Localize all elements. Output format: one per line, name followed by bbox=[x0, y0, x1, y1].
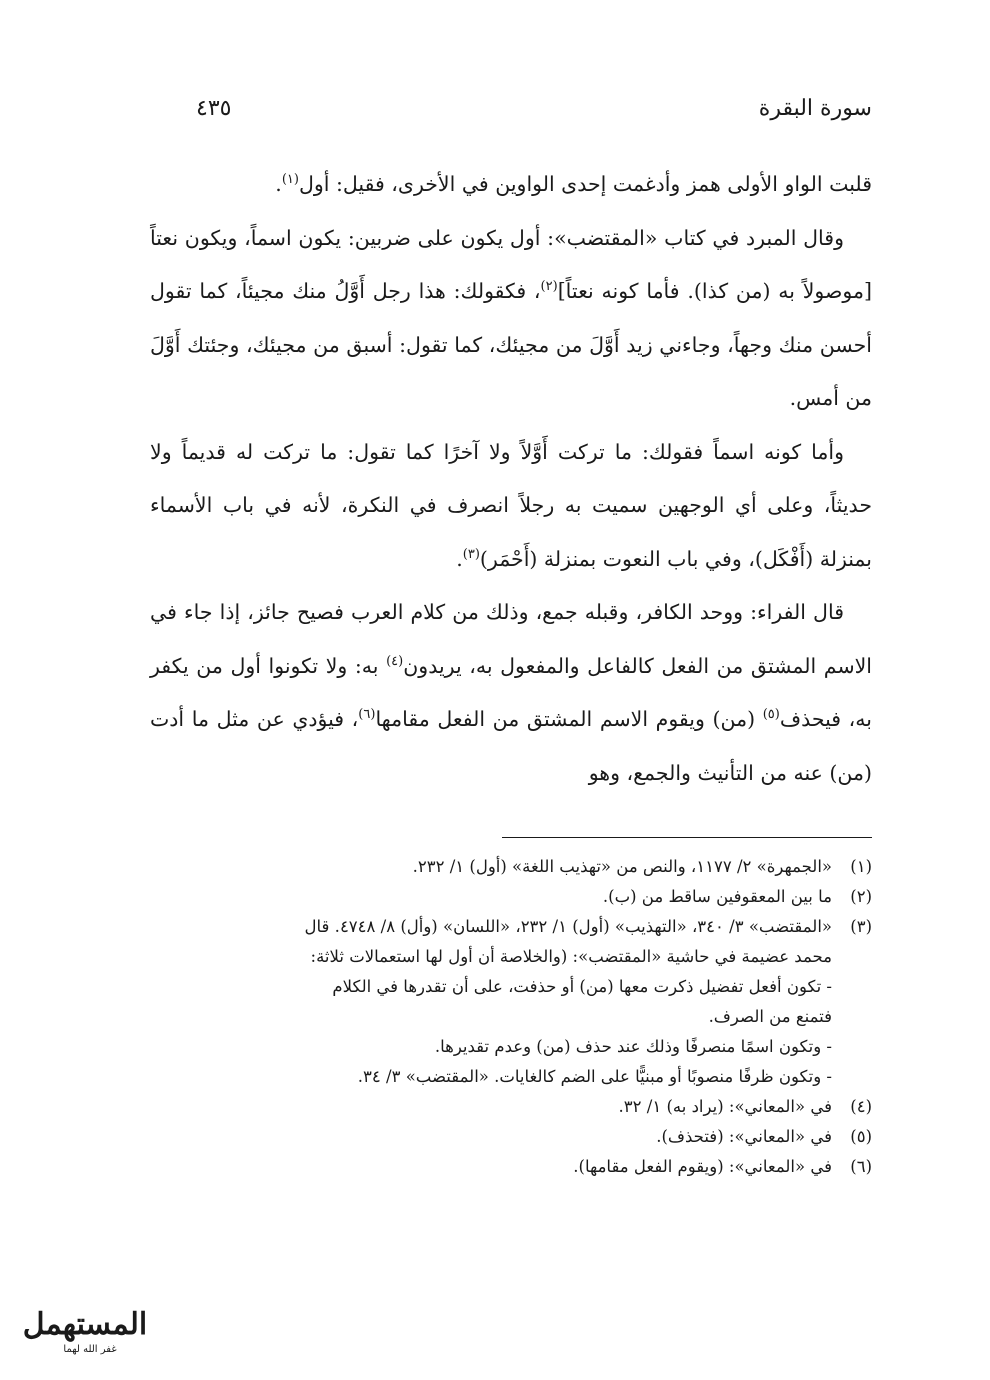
page-number: ٤٣٥ bbox=[196, 96, 232, 121]
footnote-number: (١) bbox=[850, 857, 872, 876]
footnote-marker: (١) bbox=[281, 172, 299, 188]
footnote-line: ما بين المعقوفين ساقط من (ب). bbox=[602, 887, 832, 906]
footnote-number: (٥) bbox=[850, 1127, 872, 1146]
footnote bbox=[150, 1152, 872, 1182]
paragraph-text: قلبت الواو الأولى همز وأدغمت إحدى الواوين في الأخرى، فقيل: أول bbox=[298, 172, 872, 196]
footnote-number: (٦) bbox=[850, 1157, 872, 1176]
paragraph bbox=[150, 158, 872, 212]
footnote bbox=[150, 882, 872, 912]
footnote bbox=[150, 1122, 872, 1152]
paragraph bbox=[150, 212, 872, 426]
footnote-marker: (٦) bbox=[358, 707, 376, 723]
signature-main: المستهمل bbox=[22, 1307, 148, 1342]
main-text bbox=[150, 158, 872, 800]
paragraph bbox=[150, 426, 872, 587]
footnote bbox=[150, 852, 872, 882]
footnote-number: (٤) bbox=[850, 1097, 872, 1116]
book-page bbox=[150, 0, 872, 1380]
footnote-line: في «المعاني»: (ويقوم الفعل مقامها). bbox=[573, 1157, 832, 1176]
footnote-line: محمد عضيمة في حاشية «المقتضب»: (والخلاصة أن أول لها استعمالات ثلاثة: bbox=[310, 947, 832, 966]
paragraph-text: وقال المبرد في كتاب «المقتضب»: أول يكون على ضربين: يكون اسماً، ويكون نعتاً [موصولاً به (من كذا). فأما كونه نعتاً] bbox=[150, 225, 872, 303]
footnote-marker: (٤) bbox=[386, 653, 404, 669]
footnote-body bbox=[150, 1152, 832, 1182]
footnote-line: في «المعاني»: (يراد به) ١/ ٣٢. bbox=[618, 1097, 832, 1116]
footnote bbox=[150, 912, 872, 1092]
footnote-separator bbox=[502, 837, 872, 838]
footnote-line: - وتكون ظرفًا منصوبًا أو مبنيًّا على الضم كالغايات. «المقتضب» ٣/ ٣٤. bbox=[357, 1067, 832, 1086]
footnote-marker: (٥) bbox=[762, 707, 780, 723]
footnote-body bbox=[150, 1092, 832, 1122]
footnote-body bbox=[150, 882, 832, 912]
footnote-line: «المقتضب» ٣/ ٣٤٠، «التهذيب» (أول) ١/ ٢٣٢، «اللسان» (وأل) ٨/ ٤٧٤٨. قال bbox=[304, 917, 832, 936]
footnote-line: - وتكون اسمًا منصرفًا وذلك عند حذف (من) وعدم تقديرها. bbox=[434, 1037, 832, 1056]
footnote bbox=[150, 1092, 872, 1122]
footnote-line: - تكون أفعل تفضيل ذكرت معها (من) أو حذفت، على أن تقدرها في الكلام bbox=[332, 977, 832, 996]
paragraph-text: (من) ويقوم الاسم المشتق من الفعل مقامها bbox=[375, 707, 763, 731]
paragraph-text: به: ولا تكونوا أول من يكفر به، فيحذف bbox=[150, 653, 872, 731]
footnote-marker: (٢) bbox=[540, 279, 558, 295]
paragraph-text: وأما كونه اسماً فقولك: ما تركت أَوَّلاً ولا آخرًا كما تقول: ما تركت له قديماً ولا حديثاً، وعلى أي الوجهين سميت به رجلاً انصرف في النكرة، لأنه في باب الأسماء بمنزلة (أَفْكَل)، وفي باب النعوت بمنزلة (أَحْمَر) bbox=[150, 439, 872, 571]
signature-sub: غفر الله لهما bbox=[63, 1344, 117, 1355]
footnote-number: (٢) bbox=[850, 887, 872, 906]
paragraph-text: ، فكقولك: هذا رجل أَوَّلُ منك مجيئاً، كما تقول أحسن منك وجهاً، وجاءني زيد أَوَّلَ من مجيئك، كما تقول: أسبق من مجيئك، وجئتك أَوَّلَ من أمس. bbox=[150, 279, 872, 410]
footnote-line: في «المعاني»: (فتحذف). bbox=[656, 1127, 832, 1146]
footnote-line: «الجمهرة» ٢/ ١١٧٧، والنص من «تهذيب اللغة» (أول) ١/ ٢٣٢. bbox=[412, 857, 832, 876]
footnote-marker: (٣) bbox=[462, 546, 480, 562]
paragraph-text: . bbox=[275, 172, 282, 196]
paragraph-text: . bbox=[456, 546, 463, 571]
paragraph bbox=[150, 586, 872, 800]
running-header bbox=[150, 96, 872, 136]
signature-stamp bbox=[10, 1300, 160, 1358]
footnote-body bbox=[150, 852, 832, 882]
footnote-number: (٣) bbox=[850, 917, 872, 936]
paragraph-text: ، فيؤدي عن مثل ما أدت (من) عنه من التأنيث والجمع، وهو bbox=[150, 707, 872, 785]
footnote-body bbox=[150, 912, 832, 1092]
footnotes bbox=[150, 852, 872, 1182]
surah-title: سورة البقرة bbox=[758, 96, 872, 121]
footnote-body bbox=[150, 1122, 832, 1152]
paragraph-text: قال الفراء: ووحد الكافر، وقبله جمع، وذلك من كلام العرب فصيح جائز، إذا جاء في الاسم المشتق من الفعل كالفاعل والمفعول به، يريدون bbox=[150, 600, 873, 678]
footnote-line: فتمنع من الصرف. bbox=[708, 1007, 832, 1026]
